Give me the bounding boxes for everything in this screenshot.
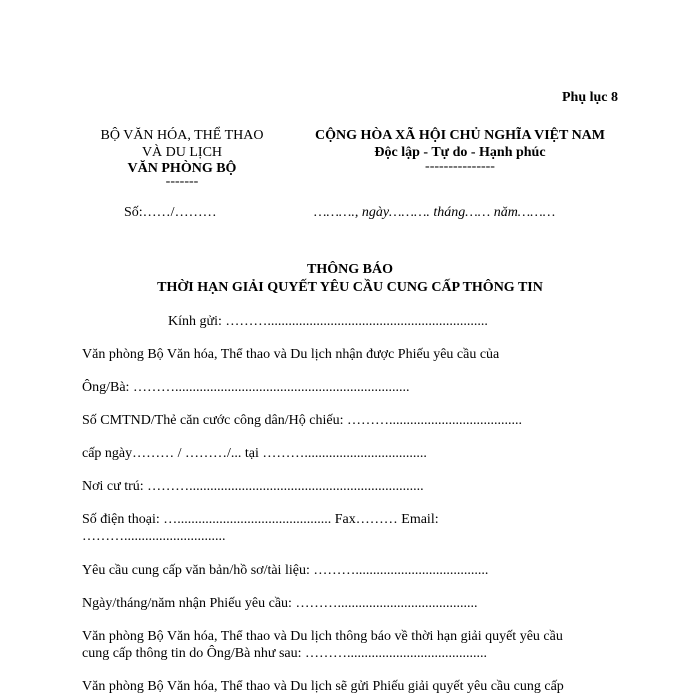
national-motto: Độc lập - Tự do - Hạnh phúc <box>374 145 546 160</box>
residence-field: Nơi cư trú: ………................................................................... <box>82 479 424 494</box>
applicant-field: Ông/Bà: ………................................................................... <box>82 380 410 395</box>
national-rule: --------------- <box>425 159 495 174</box>
document-subtitle: THỜI HẠN GIẢI QUYẾT YÊU CẦU CUNG CẤP THÔNG TIN <box>157 280 543 295</box>
intro-text: Văn phòng Bộ Văn hóa, Thể thao và Du lịch nhận được Phiếu yêu cầu của <box>82 347 500 362</box>
national-title: CỘNG HÒA XÃ HỘI CHỦ NGHĨA VIỆT NAM <box>314 128 605 143</box>
agency-name-line2: VÀ DU LỊCH <box>141 145 223 160</box>
received-date-field: Ngày/tháng/năm nhận Phiếu yêu cầu: ………........................................ <box>82 596 478 611</box>
national-header <box>290 128 630 173</box>
id-number-field: Số CMTND/Thẻ căn cước công dân/Hộ chiếu: ………...................................... <box>82 413 522 428</box>
agency-rule: ------- <box>165 174 199 189</box>
requested-documents-field: Yêu cầu cung cấp văn bản/hồ sơ/tài liệu: ………...................................... <box>82 563 489 578</box>
agency-header <box>74 128 290 187</box>
notice-paragraph-line1: Văn phòng Bộ Văn hóa, Thể thao và Du lịch thông báo về thời hạn giải quyết yêu cầu <box>82 629 563 644</box>
agency-office: VĂN PHÒNG BỘ <box>127 161 237 176</box>
final-paragraph-line1: Văn phòng Bộ Văn hóa, Thể thao và Du lịch sẽ gửi Phiếu giải quyết yêu cầu cung cấp <box>82 679 564 694</box>
document-number: Số:……/……… <box>124 205 217 220</box>
phone-fax-email-field: Số điện thoại: …............................................ Fax……… Email: <box>82 512 439 527</box>
notice-paragraph-line2: cung cấp thông tin do Ông/Bà như sau: ………........................................ <box>82 646 488 661</box>
agency-name-line1: BỘ VĂN HÓA, THỂ THAO <box>100 128 264 143</box>
document-date: ………., ngày………. tháng…… năm……… <box>314 205 556 220</box>
email-continuation: ………............................. <box>82 529 226 544</box>
recipient-field: Kính gửi: ………............................................................... <box>168 314 488 329</box>
document-title: THÔNG BÁO <box>307 262 393 277</box>
issue-date-place-field: cấp ngày……… / ………/... tại ………................................... <box>82 446 427 461</box>
appendix-label: Phụ lục 8 <box>561 90 618 105</box>
